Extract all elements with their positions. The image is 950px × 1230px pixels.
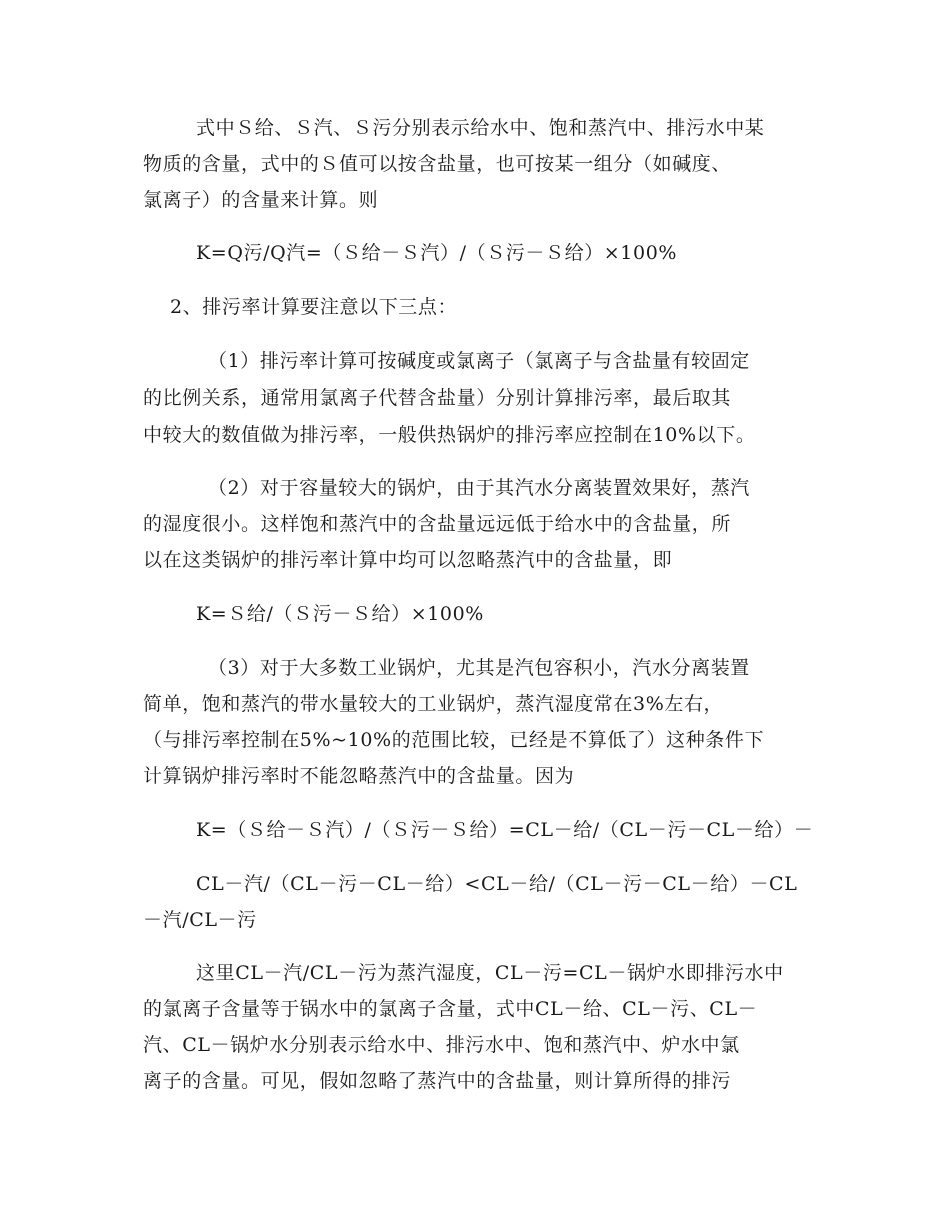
paragraph-line: 汽、CL－锅炉水分别表示给水中、排污水中、饱和蒸汽中、炉水中氯 bbox=[143, 1034, 740, 1056]
formula-line: －汽/CL－污 bbox=[143, 909, 257, 931]
paragraph-line: （与排污率控制在5%~10%的范围比较，已经是不算低了）这种条件下 bbox=[143, 729, 765, 751]
formula-line: K=（Ｓ给－Ｓ汽）/（Ｓ污－Ｓ给）=CL－给/（CL－污－CL－给）－ bbox=[196, 819, 814, 841]
section-heading: 2、排污率计算要注意以下三点： bbox=[170, 296, 458, 318]
paragraph-line: 式中Ｓ给、Ｓ汽、Ｓ污分别表示给水中、饱和蒸汽中、排污水中某 bbox=[196, 117, 765, 139]
paragraph-line: （3）对于大多数工业锅炉，尤其是汽包容积小，汽水分离装置 bbox=[208, 657, 750, 679]
formula-line: K=Ｓ给/（Ｓ污－Ｓ给）×100% bbox=[196, 603, 484, 625]
paragraph-line: 计算锅炉排污率时不能忽略蒸汽中的含盐量。因为 bbox=[143, 765, 575, 787]
paragraph-line: 中较大的数值做为排污率，一般供热锅炉的排污率应控制在10%以下。 bbox=[143, 424, 756, 446]
paragraph-line: 物质的含量，式中的Ｓ值可以按含盐量，也可按某一组分（如碱度、 bbox=[143, 153, 732, 175]
formula-line: CL－汽/（CL－污－CL－给）<CL－给/（CL－污－CL－给）－CL bbox=[196, 873, 798, 895]
formula-line: K=Q污/Q汽=（Ｓ给－Ｓ汽）/（Ｓ污－Ｓ给）×100% bbox=[196, 242, 678, 264]
paragraph-line: （1）排污率计算可按碱度或氯离子（氯离子与含盐量有较固定 bbox=[208, 350, 750, 372]
paragraph-line: （2）对于容量较大的锅炉，由于其汽水分离装置效果好，蒸汽 bbox=[208, 477, 750, 499]
paragraph-line: 氯离子）的含量来计算。则 bbox=[143, 189, 379, 211]
paragraph-line: 的比例关系，通常用氯离子代替含盐量）分别计算排污率，最后取其 bbox=[143, 387, 732, 409]
paragraph-line: 简单，饱和蒸汽的带水量较大的工业锅炉，蒸汽湿度常在3%左右， bbox=[143, 693, 724, 715]
paragraph-line: 的氯离子含量等于锅水中的氯离子含量，式中CL－给、CL－污、CL－ bbox=[143, 998, 758, 1020]
paragraph-line: 这里CL－汽/CL－污为蒸汽湿度，CL－污=CL－锅炉水即排污水中 bbox=[196, 962, 784, 984]
paragraph-line: 离子的含量。可见，假如忽略了蒸汽中的含盐量，则计算所得的排污 bbox=[143, 1070, 732, 1092]
paragraph-line: 以在这类锅炉的排污率计算中均可以忽略蒸汽中的含盐量，即 bbox=[143, 549, 673, 571]
paragraph-line: 的湿度很小。这样饱和蒸汽中的含盐量远远低于给水中的含盐量，所 bbox=[143, 513, 732, 535]
